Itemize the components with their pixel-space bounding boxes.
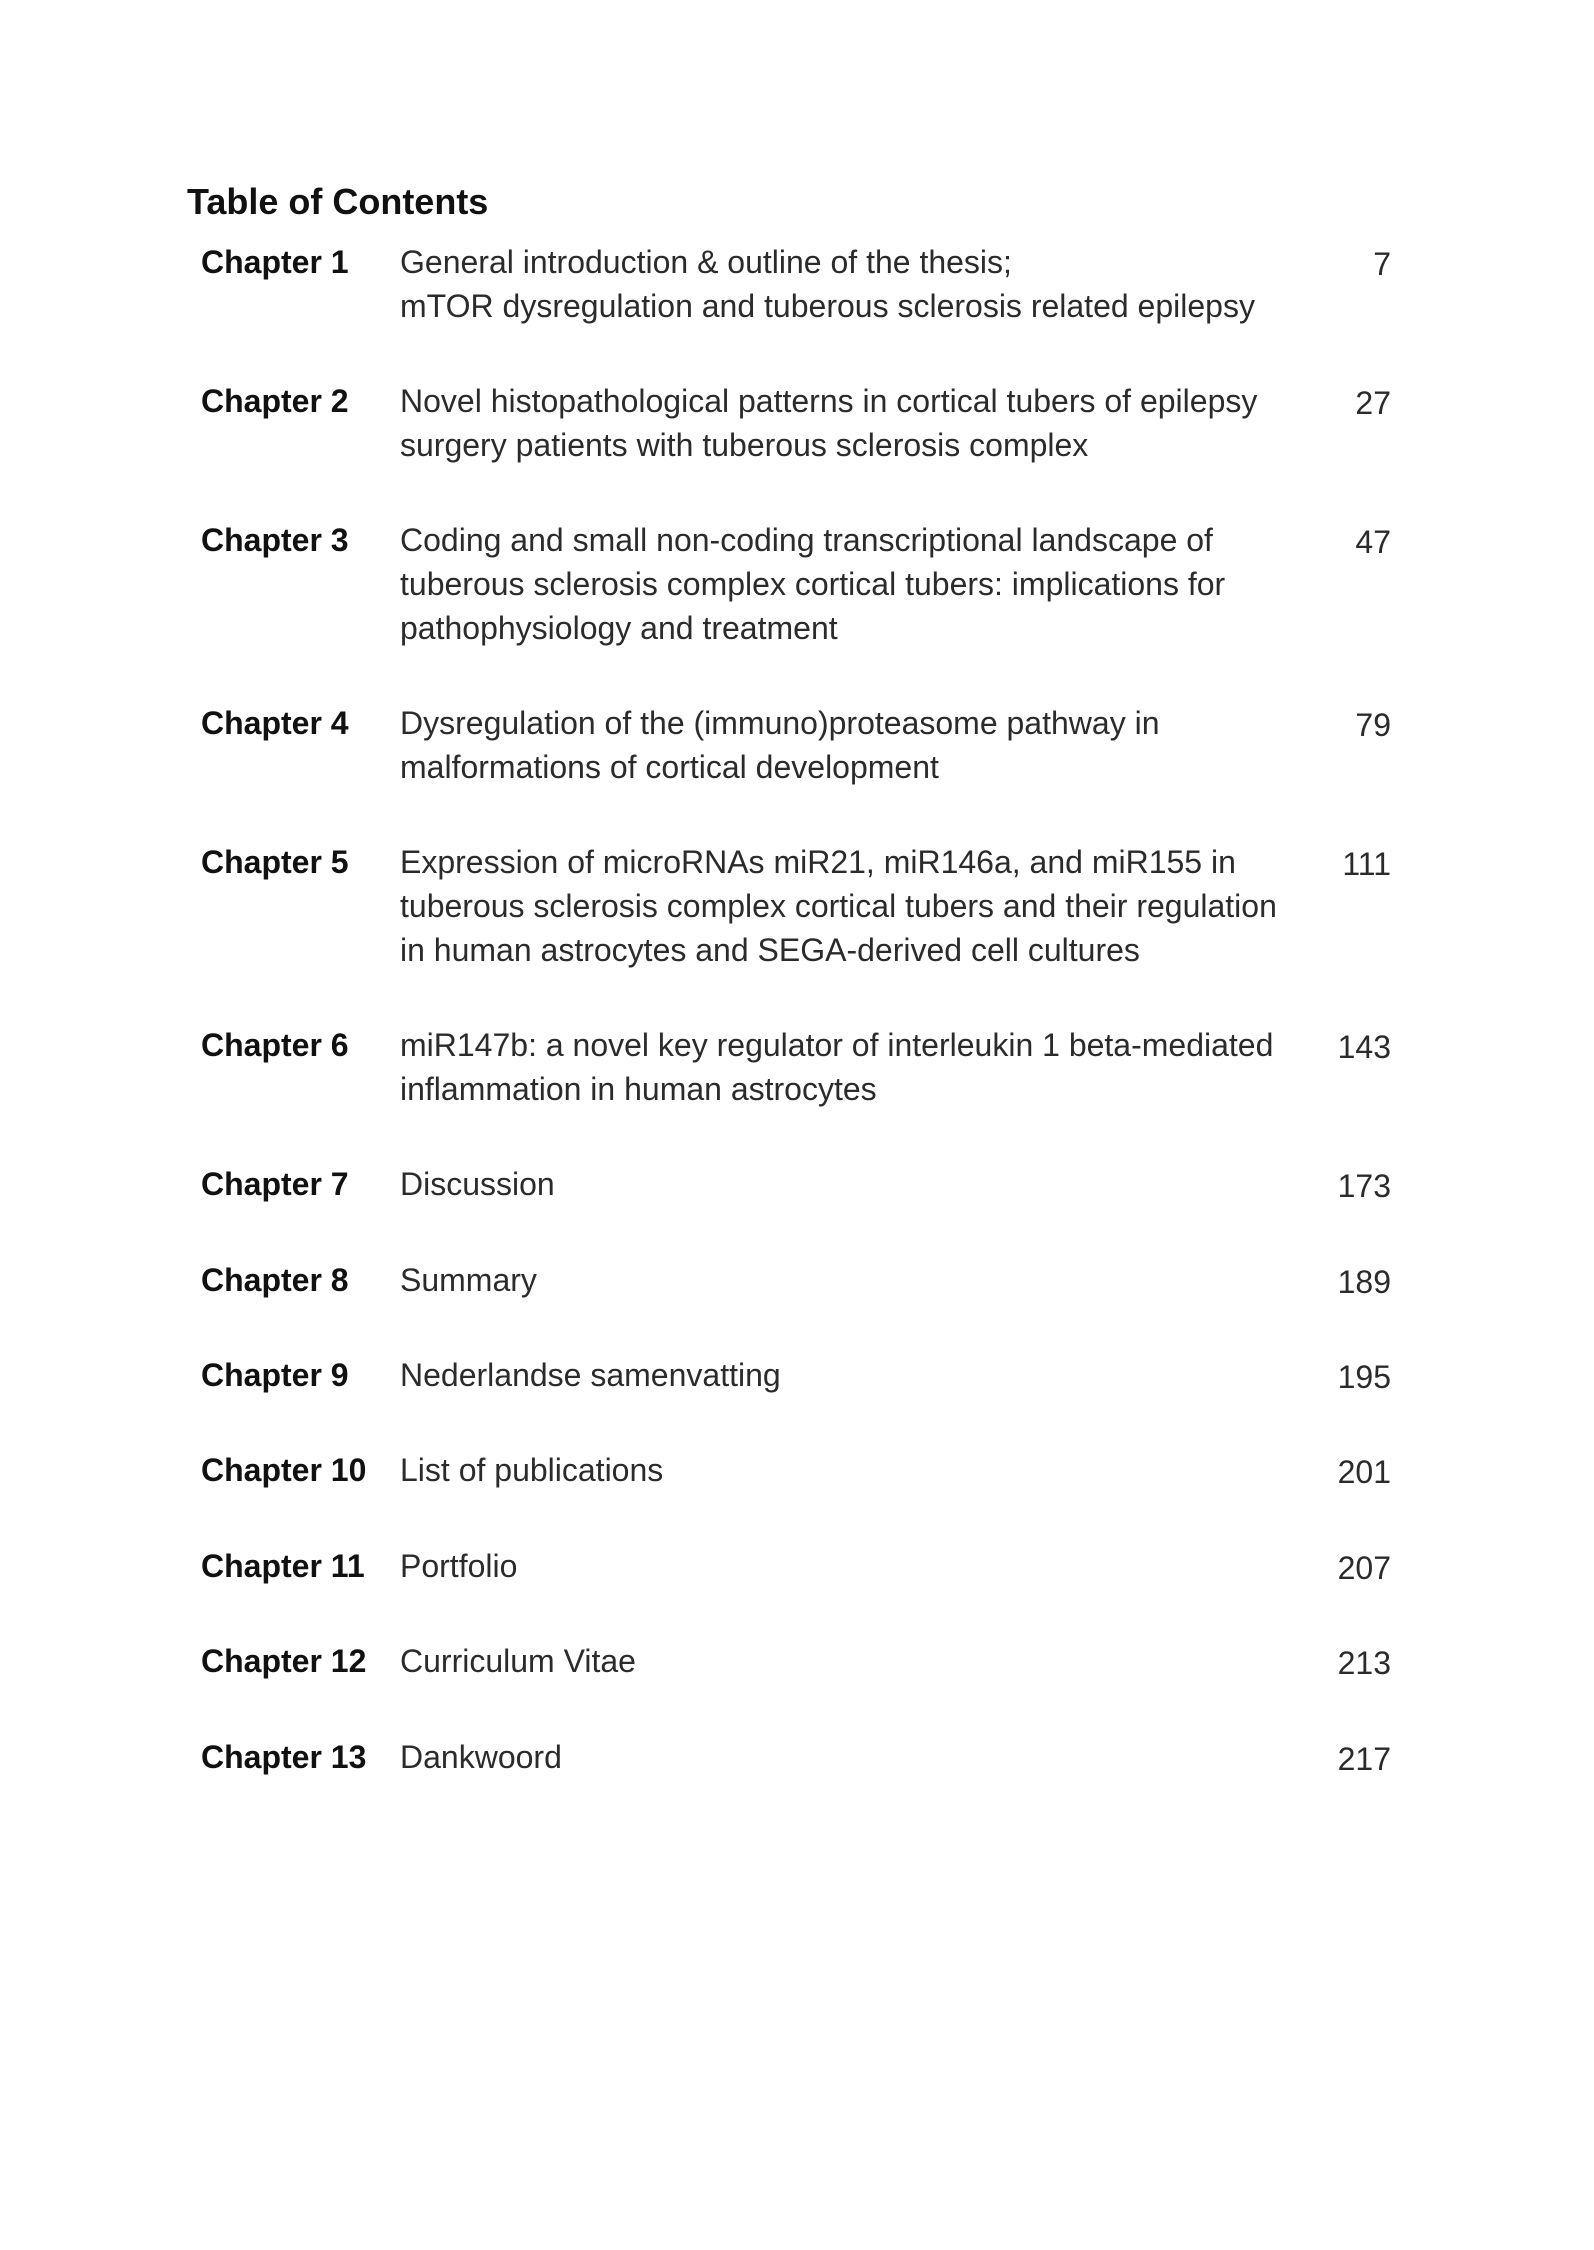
chapter-title (400, 1023, 1300, 1111)
chapter-title-line: Dysregulation of the (immuno)proteasome pathway in (400, 705, 1160, 741)
page-number: 201 (1337, 1454, 1391, 1490)
chapter-title-line: tuberous sclerosis complex cortical tubers and their regulation (400, 888, 1277, 924)
chapter-label: Chapter 8 (201, 1262, 349, 1298)
chapter-title-line: malformations of cortical development (400, 749, 939, 785)
chapter-title-line: tuberous sclerosis complex cortical tubers: implications for (400, 566, 1226, 602)
chapter-label: Chapter 3 (201, 522, 349, 558)
chapter-title (400, 1162, 1300, 1206)
page-number: 47 (1355, 524, 1391, 560)
page-number: 217 (1337, 1741, 1391, 1777)
page-number: 173 (1337, 1168, 1391, 1204)
chapter-title-line: List of publications (400, 1452, 664, 1488)
chapter-title (400, 701, 1300, 789)
chapter-title-line: Dankwoord (400, 1739, 562, 1775)
chapter-label: Chapter 11 (201, 1548, 365, 1584)
page-number: 7 (1373, 246, 1391, 282)
chapter-title (400, 518, 1300, 650)
chapter-label: Chapter 10 (201, 1452, 367, 1488)
chapter-label: Chapter 1 (201, 244, 349, 280)
chapter-title-line: miR147b: a novel key regulator of interleukin 1 beta-mediated (400, 1027, 1274, 1063)
page-number: 195 (1337, 1359, 1391, 1395)
page-number: 27 (1355, 385, 1391, 421)
chapter-label: Chapter 13 (201, 1739, 367, 1775)
page-number: 189 (1337, 1264, 1391, 1300)
chapter-title-line: Coding and small non-coding transcriptional landscape of (400, 522, 1213, 558)
chapter-title-line: Expression of microRNAs miR21, miR146a, and miR155 in (400, 844, 1236, 880)
page-title: Table of Contents (187, 181, 489, 222)
chapter-title-line: Nederlandse samenvatting (400, 1357, 781, 1393)
chapter-title-line: Portfolio (400, 1548, 518, 1584)
page-number: 79 (1355, 707, 1391, 743)
chapter-title (400, 1544, 1300, 1588)
chapter-label: Chapter 9 (201, 1357, 349, 1393)
chapter-title (400, 1735, 1300, 1779)
chapter-title-line: Novel histopathological patterns in cortical tubers of epilepsy (400, 383, 1258, 419)
chapter-title (400, 1448, 1300, 1492)
chapter-title (400, 840, 1300, 972)
chapter-title-line: mTOR dysregulation and tuberous sclerosis related epilepsy (400, 288, 1255, 324)
page-number: 207 (1337, 1550, 1391, 1586)
page-number: 213 (1337, 1645, 1391, 1681)
chapter-title (400, 1353, 1300, 1397)
chapter-title-line: surgery patients with tuberous sclerosis complex (400, 427, 1089, 463)
chapter-label: Chapter 12 (201, 1643, 367, 1679)
chapter-label: Chapter 4 (201, 705, 349, 741)
chapter-title-line: Discussion (400, 1166, 555, 1202)
chapter-title (400, 240, 1300, 328)
chapter-title (400, 1639, 1300, 1683)
chapter-title (400, 379, 1300, 467)
chapter-title-line: General introduction & outline of the thesis; (400, 244, 1012, 280)
chapter-label: Chapter 6 (201, 1027, 349, 1063)
chapter-title-line: in human astrocytes and SEGA-derived cell cultures (400, 932, 1140, 968)
chapter-title-line: pathophysiology and treatment (400, 610, 838, 646)
page-number: 143 (1337, 1029, 1391, 1065)
chapter-title-line: Curriculum Vitae (400, 1643, 636, 1679)
page-number: 111 (1342, 846, 1391, 882)
chapter-title (400, 1258, 1300, 1302)
chapter-title-line: inflammation in human astrocytes (400, 1071, 877, 1107)
chapter-label: Chapter 5 (201, 844, 349, 880)
chapter-label: Chapter 7 (201, 1166, 349, 1202)
chapter-label: Chapter 2 (201, 383, 349, 419)
chapter-title-line: Summary (400, 1262, 537, 1298)
